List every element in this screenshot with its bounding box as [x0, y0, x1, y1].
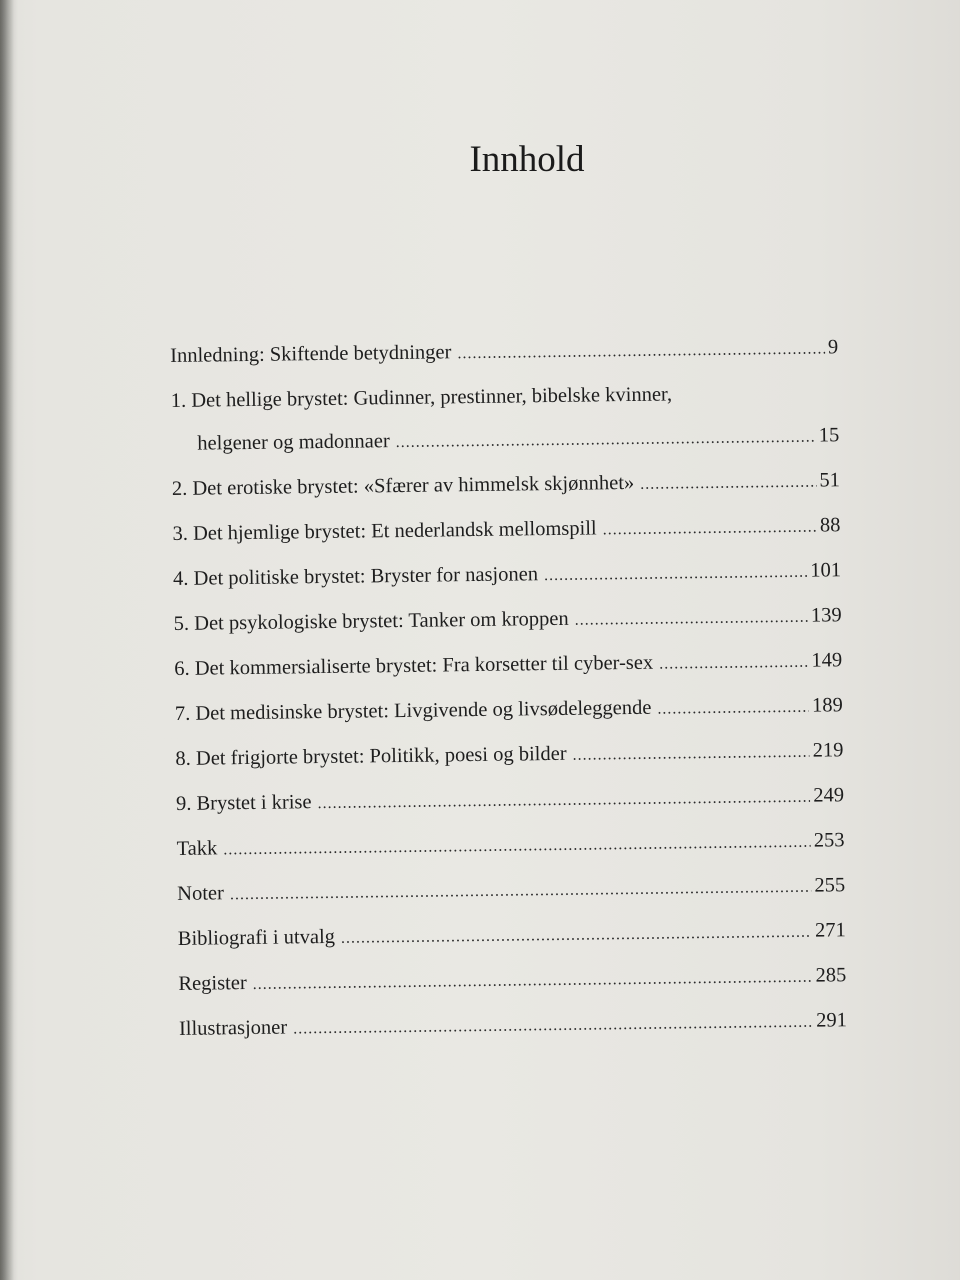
toc-dot-leader	[657, 694, 809, 724]
toc-entry-chapter-5	[174, 601, 842, 640]
toc-entry-page: 219	[812, 739, 844, 762]
book-gutter-shadow	[0, 0, 14, 1280]
toc-entry-title: 2. Det erotiske brystet: «Sfærer av himmelsk skjønnhet»	[171, 471, 635, 500]
toc-entry-page: 189	[811, 694, 843, 717]
toc-entry-title: 8. Det frigjorte brystet: Politikk, poesi og bilder	[175, 742, 567, 770]
toc-dot-leader	[317, 784, 810, 818]
toc-entry-title: Noter	[177, 882, 225, 905]
toc-entry-title-line-1: 1. Det hellige brystet: Gudinner, prestinner, bibelske kvinner,	[170, 383, 673, 412]
toc-entry-page: 15	[818, 424, 840, 447]
toc-entry-chapter-4	[173, 556, 841, 595]
toc-dot-leader	[640, 469, 817, 499]
toc-entry-title: 9. Brystet i krise	[175, 791, 312, 815]
toc-entry-page: 285	[815, 964, 847, 987]
toc-entry-chapter-2	[172, 466, 840, 505]
toc-entry-chapter-9	[176, 781, 844, 820]
toc-entry-chapter-7	[175, 691, 843, 730]
toc-entry-bibliography	[178, 916, 846, 955]
toc-dot-leader	[575, 604, 809, 635]
toc-entry-page: 88	[819, 514, 841, 537]
toc-entry-index	[178, 961, 846, 1000]
toc-dot-leader	[223, 829, 811, 865]
toc-entry-title: Bibliografi i utvalg	[177, 925, 336, 950]
page-title: Innhold	[469, 139, 585, 180]
toc-entry-chapter-1	[171, 378, 840, 460]
toc-entry-title: Register	[178, 972, 247, 995]
toc-entry-page: 255	[814, 874, 846, 897]
toc-dot-leader	[293, 1009, 813, 1044]
toc-dot-leader	[253, 964, 813, 999]
toc-dot-leader	[230, 874, 812, 910]
toc-entry-title: Illustrasjoner	[178, 1016, 288, 1040]
toc-entry-page: 271	[814, 919, 846, 942]
toc-entry-page: 253	[813, 829, 845, 852]
toc-dot-leader	[396, 424, 816, 457]
toc-entry-chapter-8	[175, 736, 843, 775]
table-of-contents	[170, 333, 847, 1060]
toc-entry-illustrations	[179, 1006, 847, 1045]
toc-dot-leader	[659, 649, 809, 679]
toc-entry-page: 101	[810, 559, 842, 582]
toc-entry-notes	[177, 871, 845, 910]
toc-dot-leader	[457, 335, 825, 368]
toc-entry-title: 4. Det politiske brystet: Bryster for nasjonen	[172, 563, 539, 590]
toc-entry-introduction	[170, 333, 838, 372]
toc-entry-title: 6. Det kommersialiserte brystet: Fra korsetter til cyber-sex	[174, 651, 654, 680]
toc-entry-title: Takk	[176, 837, 218, 860]
toc-dot-leader	[602, 514, 817, 545]
toc-entry-title: 5. Det psykologiske brystet: Tanker om kroppen	[173, 607, 569, 635]
toc-entry-chapter-6	[174, 646, 842, 685]
toc-entry-title: 7. Det medisinske brystet: Livgivende og livsødeleggende	[174, 696, 652, 725]
toc-entry-acknowledgements	[176, 826, 844, 865]
toc-entry-page: 249	[813, 784, 845, 807]
toc-dot-leader	[544, 559, 808, 590]
toc-entry-chapter-3	[172, 511, 840, 550]
toc-entry-page: 291	[816, 1009, 848, 1032]
toc-entry-page: 9	[827, 336, 839, 359]
toc-entry-title-line-2: helgener og madonnaer	[197, 430, 390, 455]
toc-entry-title: Innledning: Skiftende betydninger	[170, 341, 452, 367]
toc-dot-leader	[341, 919, 812, 953]
toc-entry-page: 51	[819, 469, 841, 492]
toc-dot-leader	[572, 739, 809, 770]
toc-entry-page: 139	[810, 604, 842, 627]
toc-entry-page: 149	[811, 649, 843, 672]
toc-entry-title: 3. Det hjemlige brystet: Et nederlandsk mellomspill	[172, 517, 597, 545]
